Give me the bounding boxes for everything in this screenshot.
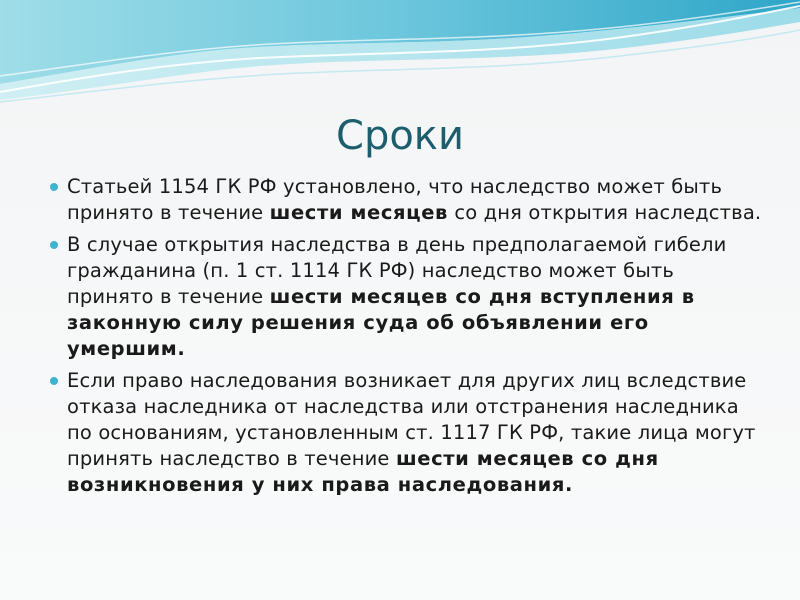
bullet-text: Статьей 1154 ГК РФ установлено, что наследство может быть принято в течение: [67, 175, 723, 224]
bullet-item: [50, 232, 762, 362]
bullet-bold-text: шести месяцев: [269, 201, 448, 224]
bullet-dot-icon: [50, 241, 58, 249]
bullet-bold-text: шести месяцев со дня возникновения у них права наследования.: [67, 447, 659, 496]
bullet-text: Если право наследования возникает для других лиц вследствие отказа наследника от наследства или отстранения наследника по основаниям, установленным ст. 1117 ГК РФ, такие лица могут принять наследство в течение: [67, 369, 756, 470]
bullet-item: [50, 368, 762, 498]
header-wave-decoration: [0, 0, 800, 110]
bullet-text: со дня открытия наследства.: [447, 201, 762, 224]
bullet-dot-icon: [50, 377, 58, 385]
bullet-text: В случае открытия наследства в день предполагаемой гибели гражданина (п. 1 ст. 1114 ГК РФ) наследство может быть принято в течение: [67, 233, 727, 308]
bullet-list: [50, 174, 762, 504]
bullet-dot-icon: [50, 183, 58, 191]
bullet-item: [50, 174, 762, 226]
bullet-bold-text: шести месяцев со дня вступления в законную силу решения суда об объявлении его умершим.: [67, 285, 695, 360]
slide-title: Сроки: [336, 113, 464, 159]
